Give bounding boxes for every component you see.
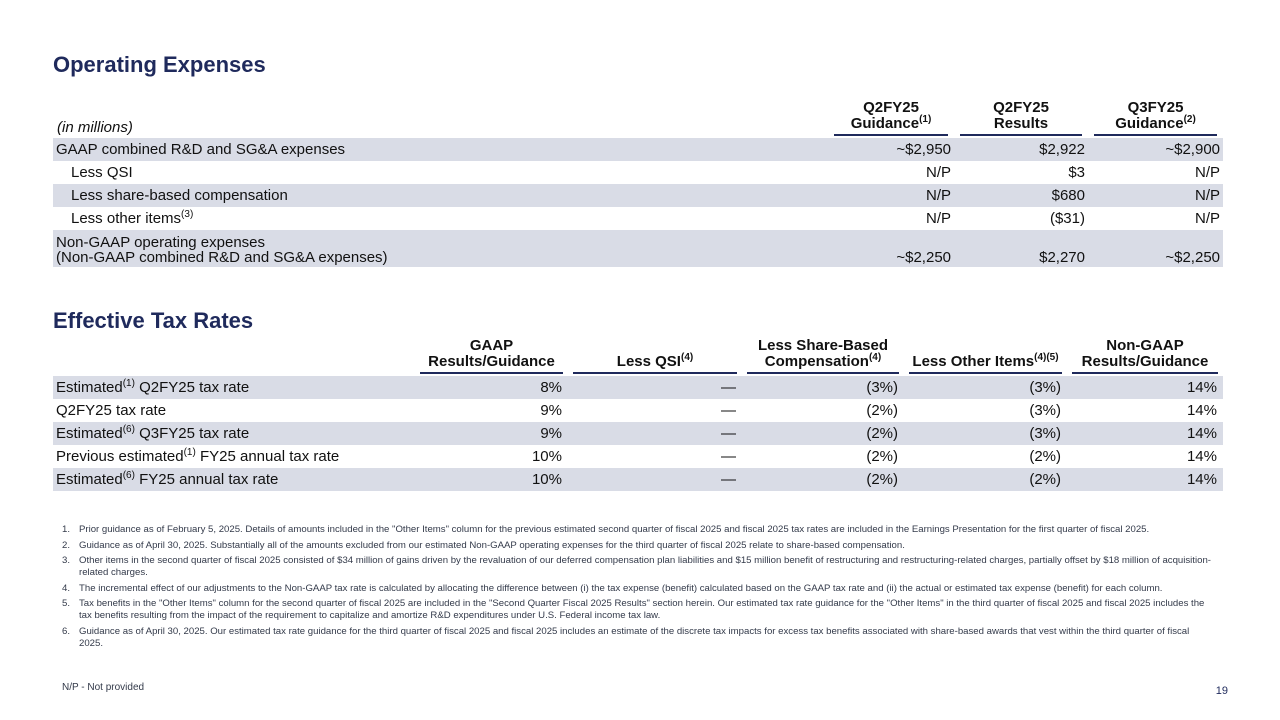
cell-value: (3%)	[904, 422, 1067, 445]
row-label: Less other items$^{(3)}$	[71, 209, 194, 227]
cell-value: 14%	[1186, 402, 1217, 419]
row-label: Non-GAAP operating expenses (Non-GAAP combined R&D and SG&A expenses)	[53, 230, 828, 267]
cell-value: 14%	[1067, 422, 1223, 445]
cell-value: $2,922	[954, 138, 1088, 161]
cell-value: $680	[954, 184, 1088, 207]
header-spacer	[53, 338, 415, 376]
footnote-item: 6. Guidance as of April 30, 2025. Our estimated tax rate guidance for the third quarter of fiscal 2025 and fiscal 2025 includes an estimate of the discrete tax impacts for excess tax benefits associated with share-based awards that vest within the third quarter of fiscal 2025.	[62, 625, 1190, 649]
table-row	[53, 230, 1223, 267]
row-label: Estimated$^{(6)}$ FY25 annual tax rate	[53, 468, 415, 491]
row-label: Less QSI	[71, 164, 133, 181]
tax-col-header: GAAP Results/Guidance	[415, 338, 568, 376]
cell-value: —	[568, 422, 742, 445]
cell-value: ~$2,250	[1088, 230, 1223, 267]
cell-value: N/P	[925, 210, 951, 227]
footnote-item: 5. Tax benefits in the "Other Items" column for the second quarter of fiscal 2025 are included in the "Second Quarter Fiscal 2025 Results" section herein. Our estimated tax rate guidance for the "Other Items" in the third quarter of fiscal 2025 and fiscal 2025 includes the tax benefits resulting from the impact of the requirement to capitalize and amortize R&D expenditures under U.S. Federal income tax law.	[62, 598, 1205, 621]
cell-value: —	[721, 448, 736, 465]
cell-value: (3%)	[904, 376, 1067, 399]
table-row	[53, 138, 1223, 161]
operating-expenses-table	[53, 100, 1223, 267]
table-row	[53, 376, 1223, 399]
opex-col-header: Q3FY25 Guidance$^{(2)}$	[1088, 100, 1223, 138]
cell-value: ~$2,250	[828, 230, 954, 267]
cell-value: 10%	[531, 448, 562, 465]
cell-value: 14%	[1067, 376, 1223, 399]
row-label: Previous estimated$^{(1)}$ FY25 annual tax rate	[56, 447, 340, 465]
table-row	[53, 207, 1223, 230]
units-label: (in millions)	[57, 119, 133, 136]
table-row	[53, 445, 1223, 468]
cell-value: 10%	[415, 468, 568, 491]
row-label: Estimated$^{(1)}$ Q2FY25 tax rate	[53, 376, 415, 399]
cell-value: N/P	[828, 184, 954, 207]
cell-value: $2,270	[954, 230, 1088, 267]
cell-value: (2%)	[866, 402, 898, 419]
effective-tax-rates-table	[53, 338, 1223, 491]
opex-col-header: Q2FY25 Results	[954, 100, 1088, 138]
tax-col-header: Less Share-Based Compensation$^{(4)}$	[742, 338, 904, 376]
cell-value: —	[568, 376, 742, 399]
cell-value: N/P	[1088, 184, 1223, 207]
cell-value: N/P	[925, 164, 951, 181]
table-row	[53, 399, 1223, 422]
cell-value: $3	[1068, 164, 1085, 181]
cell-value: —	[568, 468, 742, 491]
cell-value: N/P	[1194, 210, 1220, 227]
opex-header-row	[53, 100, 1223, 138]
tax-col-header: Less Other Items$^{(4)(5)}$	[904, 338, 1067, 376]
cell-value: (2%)	[742, 422, 904, 445]
page-number: 19	[1215, 685, 1228, 697]
cell-value: ~$2,900	[1088, 138, 1223, 161]
cell-value: 9%	[540, 402, 562, 419]
cell-value: (2%)	[904, 468, 1067, 491]
footnote-item: 4. The incremental effect of our adjustments to the Non-GAAP tax rate is calculated by allocating the difference between (i) the tax expense (benefit) calculated based on the GAAP tax rate and (ii) the actual or estimated tax expense (benefit) for each column.	[62, 582, 1163, 594]
cell-value: 14%	[1186, 448, 1217, 465]
cell-value: (2%)	[866, 448, 898, 465]
cell-value: (2%)	[742, 468, 904, 491]
cell-value: (2%)	[1029, 448, 1061, 465]
cell-value: ~$2,950	[828, 138, 954, 161]
table-row	[53, 184, 1223, 207]
footnote-item: 3. Other items in the second quarter of fiscal 2025 consisted of $34 million of gains driven by the revaluation of our deferred compensation plan liabilities and $15 million benefit of restructuring and restructuring-related charges, partially offset by $18 million of acquisition-related charges.	[62, 555, 1211, 578]
table-row	[53, 422, 1223, 445]
row-label: Estimated$^{(6)}$ Q3FY25 tax rate	[53, 422, 415, 445]
row-label: Less share-based compensation	[53, 184, 828, 207]
tax-col-header: Less QSI$^{(4)}$	[568, 338, 742, 376]
row-label: GAAP combined R&D and SG&A expenses	[53, 138, 828, 161]
cell-value: (3%)	[742, 376, 904, 399]
footnotes	[62, 524, 1212, 653]
cell-value: N/P	[1194, 164, 1220, 181]
table-row	[53, 468, 1223, 491]
row-label: Q2FY25 tax rate	[56, 402, 167, 419]
tax-title: Effective Tax Rates	[53, 308, 254, 333]
cell-value: 14%	[1067, 468, 1223, 491]
tax-header-row	[53, 338, 1223, 376]
cell-value: 8%	[415, 376, 568, 399]
footnote-item: 2. Guidance as of April 30, 2025. Substantially all of the amounts excluded from our estimated Non-GAAP operating expenses for the third quarter of fiscal 2025 relate to share-based compensation.	[62, 539, 905, 551]
cell-value: —	[721, 402, 736, 419]
tax-col-header: Non-GAAP Results/Guidance	[1067, 338, 1223, 376]
table-row	[53, 161, 1223, 184]
cell-value: 9%	[415, 422, 568, 445]
footnote-item: 1. Prior guidance as of February 5, 2025. Details of amounts included in the "Other Items" column for the previous estimated second quarter of fiscal 2025 and fiscal 2025 tax rates are included in the Earnings Presentation for the first quarter of fiscal 2025.	[62, 524, 1150, 535]
not-provided-note: N/P - Not provided	[62, 682, 145, 693]
cell-value: ($31)	[1049, 210, 1085, 227]
cell-value: (3%)	[1029, 402, 1061, 419]
opex-col-header: Q2FY25 Guidance$^{(1)}$	[828, 100, 954, 138]
opex-title: Operating Expenses	[53, 52, 266, 77]
